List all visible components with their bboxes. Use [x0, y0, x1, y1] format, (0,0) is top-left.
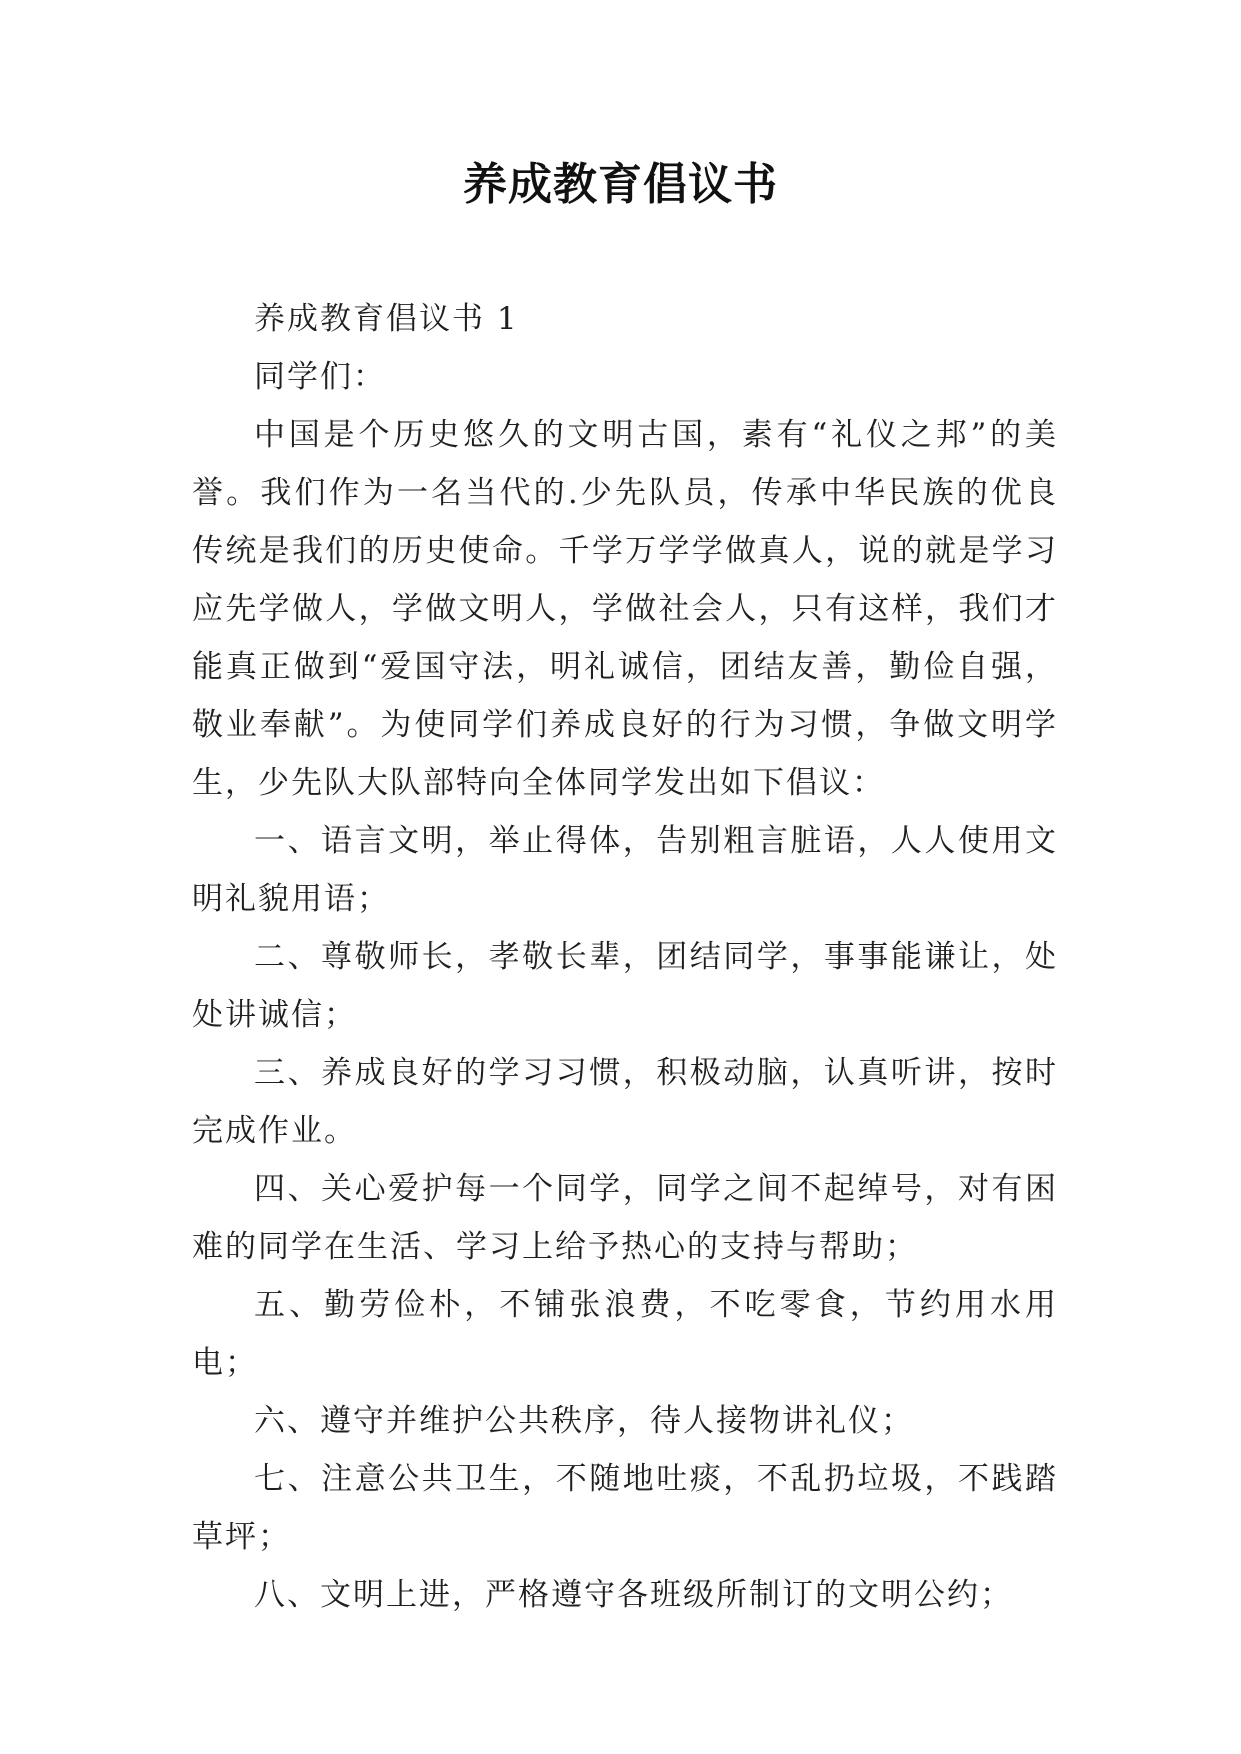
paragraph-intro: 中国是个历史悠久的文明古国，素有“礼仪之邦”的美誉。我们作为一名当代的.少先队员，传承中华民族的优良传统是我们的历史使命。千学万学学做真人，说的就是学习应先学做人，学做文明人，学做社会人，只有这样，我们才能真正做到“爱国守法，明礼诚信，团结友善，勤俭自强，敬业奉献”。为使同学们养成良好的行为习惯，争做文明学生，少先队大队部特向全体同学发出如下倡议：	[192, 417, 1058, 801]
proposal-item-2: 二、尊敬师长，孝敬长辈，团结同学，事事能谦让，处处讲诚信；	[192, 939, 1058, 1033]
document-title: 养成教育倡议书	[463, 159, 778, 210]
proposal-item-6: 六、遵守并维护公共秩序，待人接物讲礼仪；	[254, 1403, 914, 1439]
proposal-item-1: 一、语言文明，举止得体，告别粗言脏语，人人使用文明礼貌用语；	[192, 823, 1058, 917]
proposal-item-8: 八、文明上进，严格遵守各班级所制订的文明公约；	[254, 1577, 1013, 1613]
document-body	[192, 290, 1058, 1624]
proposal-item-7: 七、注意公共卫生，不随地吐痰，不乱扔垃圾，不践踏草坪；	[192, 1461, 1058, 1555]
document-subtitle: 养成教育倡议书 1	[254, 301, 519, 337]
salutation: 同学们：	[254, 359, 386, 395]
proposal-item-3: 三、养成良好的学习习惯，积极动脑，认真听讲，按时完成作业。	[192, 1055, 1058, 1149]
proposal-item-4: 四、关心爱护每一个同学，同学之间不起绰号，对有困难的同学在生活、学习上给予热心的支持与帮助；	[192, 1171, 1058, 1265]
proposal-item-5: 五、勤劳俭朴，不铺张浪费，不吃零食，节约用水用电；	[192, 1287, 1058, 1381]
